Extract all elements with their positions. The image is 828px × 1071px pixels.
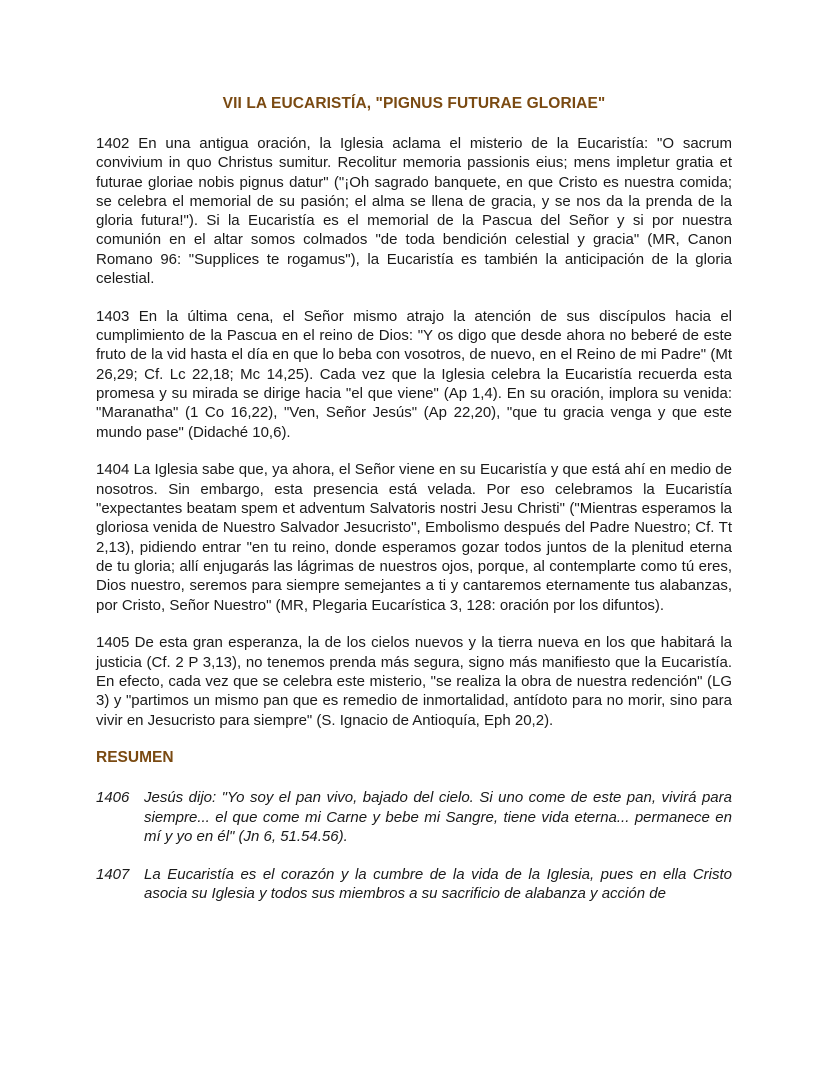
paragraph-1405: 1405 De esta gran esperanza, la de los cielos nuevos y la tierra nueva en los que habitará la justicia (Cf. 2 P 3,13), no tenemos prenda más segura, signo más manifiesto que la Eucaristía. En efecto, cada vez que se celebra este misterio, "se realiza la obra de nuestra redención" (LG 3) y "partimos un mismo pan que es remedio de inmortalidad, antídoto para no morir, sino para vivir en Jesucristo para siempre" (S. Ignacio de Antioquía, Eph 20,2). (96, 634, 732, 729)
summary-item-1407 (96, 865, 732, 904)
summary-item-1406 (96, 788, 732, 846)
summary-item-number: 1406 (96, 789, 130, 807)
paragraph-1404: 1404 La Iglesia sabe que, ya ahora, el Señor viene en su Eucaristía y que está ahí en medio de nosotros. Sin embargo, esta presencia está velada. Por eso celebramos la Eucaristía "expectantes beatam spem et adventum Salvatoris nostri Jesu Christi" ("Mientras esperamos la gloriosa venida de Nuestro Salvador Jesucristo", Embolismo después del Padre Nuestro; Cf. Tt 2,13), pidiendo entrar "en tu reino, donde esperamos gozar todos juntos de la plenitud eterna de tu gloria; allí enjugarás las lágrimas de nuestros ojos, porque, al contemplarte como tú eres, Dios nuestro, seremos para siempre semejantes a ti y cantaremos eternamente tus alabanzas, por Cristo, Señor Nuestro" (MR, Plegaria Eucarística 3, 128: oración por los difuntos). (96, 461, 732, 614)
summary-item-text: Jesús dijo: "Yo soy el pan vivo, bajado del cielo. Si uno come de este pan, vivirá para siempre... el que come mi Carne y bebe mi Sangre, tiene vida eterna... permanece en mí y yo en él" (Jn 6, 51.54.56). (144, 789, 732, 845)
paragraph-1402: 1402 En una antigua oración, la Iglesia aclama el misterio de la Eucaristía: "O sacrum convivium in quo Christus sumitur. Recolitur memoria passionis eius; mens impletur gratia et futurae gloriae nobis pignus datur" ("¡Oh sagrado banquete, en que Cristo es nuestra comida; se celebra el memorial de su pasión; el alma se llena de gracia, y se nos da la prenda de la gloria futura!"). Si la Eucaristía es el memorial de la Pascua del Señor y si por nuestra comunión en el altar somos colmados "de toda bendición celestial y gracia" (MR, Canon Romano 96: "Supplices te rogamus"), la Eucaristía es también la anticipación de la gloria celestial. (96, 135, 732, 288)
document-page (96, 94, 732, 922)
summary-item-number: 1407 (96, 865, 130, 883)
section-title: VII LA EUCARISTÍA, "PIGNUS FUTURAE GLORIAE" (222, 95, 606, 112)
summary-heading: RESUMEN (96, 749, 174, 767)
summary-item-text: La Eucaristía es el corazón y la cumbre de la vida de la Iglesia, pues en ella Cristo asocia su Iglesia y todos sus miembros a su sacrificio de alabanza y acción de (144, 865, 732, 902)
paragraph-1403: 1403 En la última cena, el Señor mismo atrajo la atención de sus discípulos hacia el cumplimiento de la Pascua en el reino de Dios: "Y os digo que desde ahora no beberé de este fruto de la vid hasta el día en que lo beba con vosotros, de nuevo, en el Reino de mi Padre" (Mt 26,29; Cf. Lc 22,18; Mc 14,25). Cada vez que la Iglesia celebra la Eucaristía recuerda esta promesa y su mirada se dirige hacia "el que viene" (Ap 1,4). En su oración, implora su venida: "Maranatha" (1 Co 16,22), "Ven, Señor Jesús" (Ap 22,20), "que tu gracia venga y que este mundo pase" (Didaché 10,6). (96, 307, 732, 441)
